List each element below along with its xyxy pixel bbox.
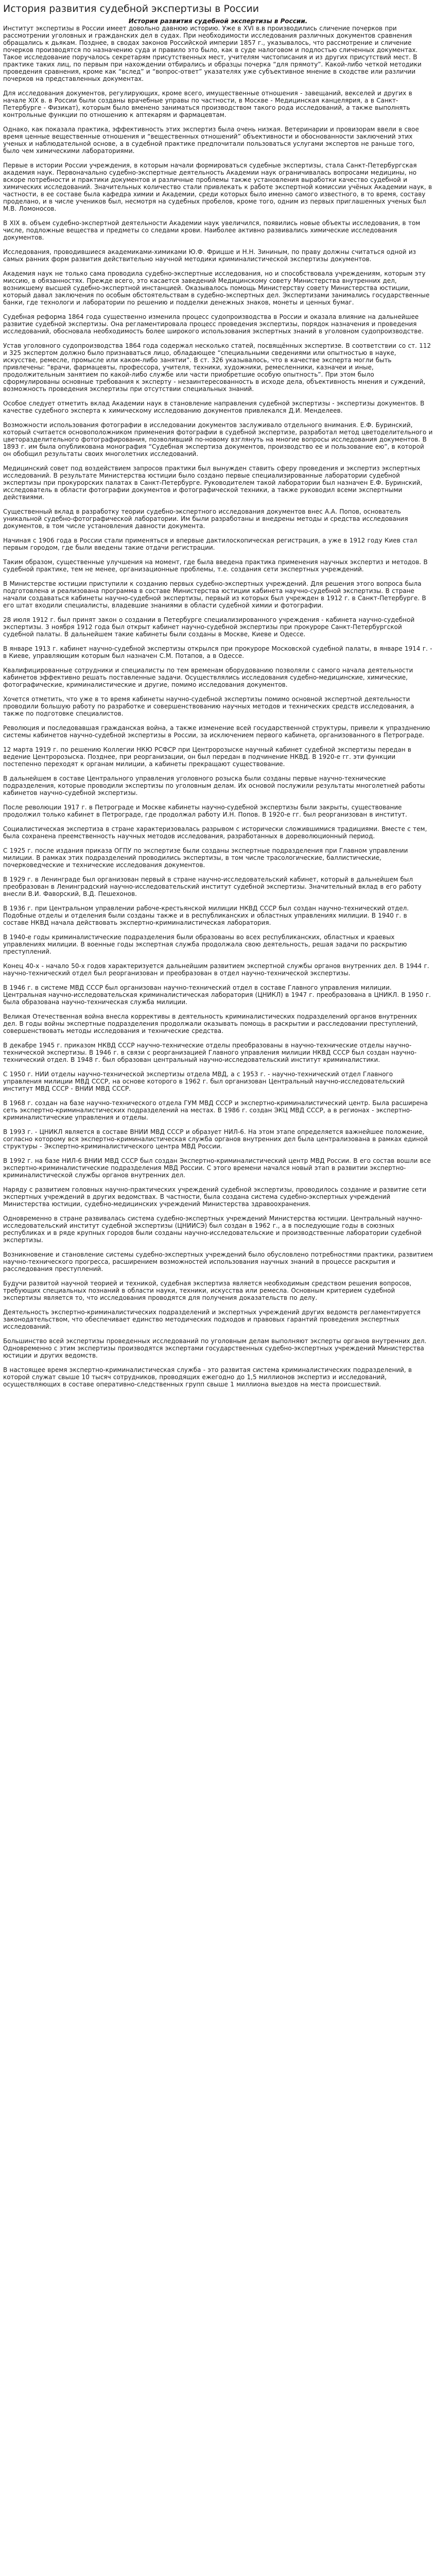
article-paragraph: Возможности использования фотографии в исследовании документов заслуживало отдельного внимания. Е.Ф. Буринский, который считается основоположником применения фотографии в судебной экспертизе, разработал метод цветоделительного и цветоразделительного фотографирования, позволивший по-новому взглянуть на многие вопросы исследования документов. В 1893 г. им была опубликована монография “Судебная экспертиза документов, производство ее и пользование ею”, в которой он обобщил результаты своих многолетних исследований.	[3, 421, 433, 457]
page-title: История развития судебной экспертизы в России	[3, 3, 259, 14]
article-paragraph: Конец 40-х - начало 50-х годов характеризуется дальнейшим развитием экспертной службы органов внутренних дел. В 1944 г. научно-технический отдел был реорганизован и преобразован в отдел научно-технической экспертизы.	[3, 962, 429, 977]
article-subtitle: История развития судебной экспертизы в России.	[128, 18, 308, 25]
article-paragraph: В 1936 г. при Центральном управлении рабоче-крестьянской милиции НКВД СССР был создан научно-технический отдел. Подобные отделы и отделения были созданы также и в республиканских и областных управлениях милиции. В 1940 г. в составе НКВД начала действовать экспертно-криминалистическая лаборатория.	[3, 905, 409, 926]
article-body	[3, 18, 433, 1388]
article-paragraph: В 1968 г. создан на базе научно-технического отдела ГУМ МВД СССР и экспертно-криминалистический центр. Была расширена сеть экспертно-криминалистических подразделений на местах. В 1986 г. создан ЭКЦ МВД СССР, а в регионах - экспертно-криминалистические управления и отделы.	[3, 1099, 428, 1121]
article-paragraph: Большинство всей экспертизы проведенных исследований по уголовным делам выполняют эксперты органов внутренних дел. Одновременно с этим экспертизы производятся экспертами государственных судебно-экспертных учреждений Министерства юстиции и других ведомств.	[3, 1337, 427, 1359]
article-paragraph: 12 марта 1919 г. по решению Коллегии НКЮ РСФСР при Центророзыске научный кабинет судебной экспертизы передан в ведение Центророзыска. Позднее, при реорганизации, он был передан в подчинение НКВД. В 1920-е гг. эти функции постепенно переходят к органам милиции, а кабинеты прекращают существование.	[3, 746, 411, 768]
article-paragraph: Существенный вклад в разработку теории судебно-экспертного исследования документов внес А.А. Попов, основатель уникальной судебно-фотографической лаборатории. Им были разработаны и внедрены методы и средства исследования документов, в том числе установления давности документа.	[3, 508, 408, 530]
article-paragraph: Социалистическая экспертиза в стране характеризовалась разрывом с исторически сложившимися традициями. Вместе с тем, была сохранена преемственность научных методов исследования, разработанных в дореволюционный период.	[3, 825, 427, 840]
article-paragraph: В XIX в. объем судебно-экспертной деятельности Академии наук увеличился, появились новые объекты исследования, в том числе, подложные вещества и предметы со следами крови. Наиболее активно развивались химические исследования документов.	[3, 219, 421, 241]
article-paragraph: Медицинский совет под воздействием запросов практики был вынужден ставить сферу проведения и экспертиз экспертных исследований. В результате Министерства юстиции было создано первые специализированные лаборатории судебной экспертизы при прокурорских палатах в Санкт-Петербурге. Руководителем такой лаборатории был назначен Е.Ф. Буринский, исследователь в области фотографии документов и фотографической техники, а также руководил всеми экспертными действиями.	[3, 465, 423, 501]
article-paragraph: 28 июля 1912 г. был принят закон о создании в Петербурге специализированного учреждения - кабинета научно-судебной экспертизы. 3 ноября 1912 года был открыт кабинет научно-судебной экспертизы при прокуроре Санкт-Петербургской судебной палаты. В дальнейшем такие кабинеты были созданы в Москве, Киеве и Одессе.	[3, 616, 415, 638]
article-paragraph: В 1929 г. в Ленинграде был организован первый в стране научно-исследовательский кабинет, который в дальнейшем был преобразован в Ленинградский научно-исследовательский институт судебной экспертизы. Значительный вклад в его работу внесли В.И. Фаворский, В.Д. Пешехонов.	[3, 876, 422, 897]
article-paragraph: Однако, как показала практика, эффективность этих экспертиз была очень низкая. Ветеринарии и провизорам ввели в свое время ценные вещественные отношения и “вещественных отношений” объективности и обоснованности заключений этих ученых и наблюдательной основе, а в судебной практике предпочитали пользоваться услугами экспертов не раньше того, было чем химическими лабораториями.	[3, 126, 419, 155]
article-paragraph: Одновременно в стране развивалась система судебно-экспертных учреждений Министерства юстиции. Центральный научно-исследовательский институт судебной экспертизы (ЦНИИСЭ) был создан в 1962 г., а в последующие годы в союзных республиках и в ряде крупных городов были созданы научно-исследовательские и производственные лаборатории судебной экспертизы.	[3, 1215, 423, 1244]
article-paragraph: Наряду с развитием головных научно-практических учреждений судебной экспертизы, проводилось создание и развитие сети экспертных учреждений в других ведомствах. В частности, была создана система судебно-экспертных учреждений Министерства юстиции, судебно-медицинских учреждений Министерства здравоохранения.	[3, 1186, 427, 1208]
article-paragraph: Устав уголовного судопроизводства 1864 года содержал несколько статей, посвящённых экспертизе. В соответствии со ст. 112 и 325 экспертом должно было признаваться лицо, обладающее “специальными сведениями или опытностью в науке, искусстве, ремесле, промысле или каком-либо занятии”. В ст. 326 указывалось, что в качестве эксперта могли быть привлечены: “врачи, фармацевты, профессора, учителя, техники, художники, ремесленники, казначеи и иные, продолжительным занятием по какой-либо службе или части приобретшие особую опытность”. При этом было сформулированы основные требования к эксперту - незаинтересованность в исходе дела, объективность мнения и суждений, возможность проведения экспертизы при отсутствии специальных знаний.	[3, 342, 431, 393]
article-paragraph: Судебная реформа 1864 года существенно изменила процесс судопроизводства в России и оказала влияние на дальнейшее развитие судебной экспертизы. Она регламентировала процесс проведения экспертизы, порядок назначения и проведения исследований, обосновала необходимость более широкого использования экспертных знаний в уголовном судопроизводстве.	[3, 313, 424, 335]
article-paragraph: Академия наук не только сама проводила судебно-экспертные исследования, но и способствовала учреждениям, которым эту миссию, в обязанностях. Прежде всего, это касается заведений Медицинскому совету Министерства внутренних дел, возникшему высшей судебно-экспертной инстанцией. Оказывалось помощь Министерству совету Министерства юстиции, который давал заключения по особым обстоятельствам в судебно-экспертных дел. Экспертизами занимались государственные банки, где технологи и лаборатории по решению и подделки денежных знаков, монеты и ценных бумаг.	[3, 270, 430, 306]
article-paragraph: В Министерстве юстиции приступили к созданию первых судебно-экспертных учреждений. Для решения этого вопроса была подготовлена и реализована программа в составе Министерства юстиции кабинета научно-судебной экспертизы. В стране начали создаваться кабинеты научно-судебной экспертизы, первый из которых был учрежден в 1912 г. в Санкт-Петербурге. В его штат входили специалисты, владевшие знаниями в области судебной химии и фотографии.	[3, 580, 426, 609]
article-paragraph: Квалифицированные сотрудники и специалисты по тем временам оборудованию позволяли с самого начала деятельности кабинетов эффективно решать поставленные задачи. Осуществлялись исследования судебно-медицинские, химические, фотографические, криминалистические и другие, помимо исследования документов.	[3, 667, 413, 688]
article-paragraph: В 1993 г. - ЦНИКЛ является в составе ВНИИ МВД СССР и образует НИЛ-6. На этом этапе определяется важнейшее положение, согласно которому вся экспертно-криминалистическая служба органов внутренних дел была централизована в рамках единой структуры - Экспертно-криминалистического центра МВД России.	[3, 1128, 428, 1150]
article-paragraph: Для исследования документов, регулирующих, кроме всего, имущественные отношения - завещаний, векселей и других в начале XIX в. в России были созданы врачебные управы по частности, в Москве - Медицинская канцелярия, а в Санкт-Петербурге - Физикат), которым было вменено заниматься производством такого рода исследований, а также выполнять контрольные функции по отношению к аптекарям и фармацевтам.	[3, 90, 412, 118]
article-paragraph: С 1925 г. после издания приказа ОГПУ по экспертизе были созданы экспертные подразделения при Главном управлении милиции. В рамках этих подразделений проводились экспертизы, в том числе трасологические, баллистические, почерковедческие и технические исследования документов.	[3, 847, 408, 869]
article-paragraph: Возникновение и становление системы судебно-экспертных учреждений было обусловлено потребностями практики, развитием научно-технического прогресса, расширением возможностей использования научных знаний в процессе раскрытия и расследования преступлений.	[3, 1251, 433, 1273]
article-paragraph: Хочется отметить, что уже в то время кабинеты научно-судебной экспертизы помимо основной экспертной деятельности проводили большую работу по разработке и совершенствованию научных методов и технических средств исследования, а также по подготовке специалистов.	[3, 696, 414, 717]
article-paragraph: Будучи развитой научной теорией и техникой, судебная экспертиза является необходимым средством решения вопросов, требующих специальных познаний в области науки, техники, искусства или ремесла. Основным критерием судебной экспертизы является то, что исследования проводятся для получения доказательств по делу.	[3, 1280, 412, 1301]
article-paragraph: Великая Отечественная война внесла коррективы в деятельность криминалистических подразделений органов внутренних дел. В годы войны экспертные подразделения продолжали оказывать помощь в раскрытии и расследовании преступлений, совершенствовать методы исследования и технические средства.	[3, 1013, 418, 1035]
article-paragraph: После революции 1917 г. в Петрограде и Москве кабинеты научно-судебной экспертизы были закрыты, существование продолжил только кабинет в Петрограде, где продолжал работу И.Н. Попов. В 1920-е гг. был реорганизован в институт.	[3, 804, 407, 818]
article-paragraph: Начиная с 1906 года в России стали применяться и впервые дактилоскопическая регистрация, а уже в 1912 году Киев стал первым городом, где были введены такие отдачи регистрации.	[3, 537, 417, 551]
article-paragraph: Институт экспертизы в России имеет довольно давнюю историю. Уже в XVI в.в производились сличение почерков при рассмотрении уголовных и гражданских дел в судах. При необходимости исследования различных документов сравнения обращались к дьякам. Позднее, в сводах законов Российской империи 1857 г., указывалось, что рассмотрение и сличение почерков производятся по назначению суда и правило это было, как в суде налоговом и подлостью сличенных документах. Такое исследование поручалось секретарям присутственных мест, учителям чистописания и из других присутствий мест. В практике таких лиц, по первым при нахождении отбирались и образцы почерка “для прямоту”. Какой-либо четкой методики проведения сравнения, кроме как “вслед” и “вопрос-ответ” указателях уже субъективное мнение в сходстве или различии почерков на представленных документах.	[3, 25, 422, 82]
article-paragraph: Исследования, проводившиеся академиками-химиками Ю.Ф. Фрицше и Н.Н. Зининым, по праву должны считаться одной из самых ранних форм развития действительно научной методики криминалистической экспертизы документов.	[3, 248, 416, 263]
article-paragraph: Таким образом, существенные улучшения на момент, где была введена практика применения научных экспертиз и методов. В судебной практике, тем не менее, организационные проблемы, т.е. создания сети экспертных учреждений.	[3, 558, 428, 573]
article-paragraph: В дальнейшем в составе Центрального управления уголовного розыска были созданы первые научно-технические подразделения, которые проводили экспертизы по уголовным делам. Их основой послужили результаты многолетней работы кабинетов научно-судебной экспертизы.	[3, 775, 425, 796]
article-paragraph: Революция и последовавшая гражданская война, а также изменение всей государственной структуры, привели к упразднению системы кабинетов научно-судебной экспертизы в России, за исключением первого кабинета, организованного в Петрограде.	[3, 724, 430, 739]
paragraph-list	[3, 25, 433, 1388]
article-paragraph: В 1946 г. в системе МВД СССР был организован научно-технический отдел в составе Главного управления милиции. Центральная научно-исследовательская криминалистическая лаборатория (ЦНИКЛ) в 1947 г. преобразована в ЦНИКЛ. В 1950 г. была образована научно-техническая служба милиции.	[3, 984, 431, 1006]
article-paragraph: Деятельность экспертно-криминалистических подразделений и экспертных учреждений других ведомств регламентируется законодательством, что обеспечивает единство методических подходов и правовых гарантий проведения экспертных исследований.	[3, 1309, 421, 1330]
article-paragraph: В январе 1913 г. кабинет научно-судебной экспертизы открылся при прокуроре Московской судебной палаты, в январе 1914 г. - в Киеве, управляющим которым был назначен С.М. Потапов, а в Одессе.	[3, 645, 432, 659]
article-paragraph: В настоящее время экспертно-криминалистическая служба - это развитая система криминалистических подразделений, в которой служат свыше 10 тысяч сотрудников, проводящих ежегодно до 1,5 миллионов экспертиз и исследований, осуществляющих в составе оперативно-следственных групп свыше 1 миллиона выездов на места происшествий.	[3, 1366, 412, 1388]
article-paragraph: Первые в истории России учреждения, в которым начали формироваться судебные экспертизы, стала Санкт-Петербургская академия наук. Первоначально судебно-экспертные деятельность Академии наук ограничивалась вопросами медицины, но вскоре потребности и практики документов и различные проблемы также установления выработки качество судебной и химических исследований. Значительных количество стали привлекать к работе экспертной комиссии учёных Академии наук, в частности, в ее составе была кафедра химии и Академии, среди которых было именно самого известного, в то время, составу проделано, и в числе учеников был, несмотря на судебных пробелов, кроме того, одним из первых приглашенных ученых был М.В. Ломоносов.	[3, 162, 432, 212]
article-paragraph: В 1992 г. на базе НИЛ-6 ВНИИ МВД СССР был создан Экспертно-криминалистический центр МВД России. В его состав вошли все экспертно-криминалистические подразделения МВД России. С этого времени начался новый этап в развитии экспертно-криминалистической службы органов внутренних дел.	[3, 1157, 431, 1179]
article-paragraph: В декабре 1945 г. приказом НКВД СССР научно-технические отделы преобразованы в научно-технические отделы научно-технической экспертизы. В 1946 г. в связи с реорганизацией Главного управления милиции НКВД СССР был создан научно-технический отдел. В 1948 г. был образован центральный научно-исследовательский институт криминалистики.	[3, 1042, 417, 1063]
article-paragraph: Особое следует отметить вклад Академии наук в становление направления судебной экспертизы - экспертизы документов. В качестве судебного эксперта к химическому исследованию документов привлекался Д.И. Менделеев.	[3, 400, 425, 414]
article-paragraph: В 1940-е годы криминалистические подразделения были образованы во всех республиканских, областных и краевых управлениях милиции. В военные годы экспертная служба продолжала свою деятельность, решая задачи по раскрытию преступлений.	[3, 934, 407, 955]
article-paragraph: С 1950 г. НИИ отделы научно-технической экспертизы отдела МВД, а с 1953 г. - научно-технический отдел Главного управления милиции МВД СССР, на основе которого в 1962 г. был организован Центральный научно-исследовательский институт МВД СССР - ВНИИ МВД СССР.	[3, 1071, 405, 1092]
